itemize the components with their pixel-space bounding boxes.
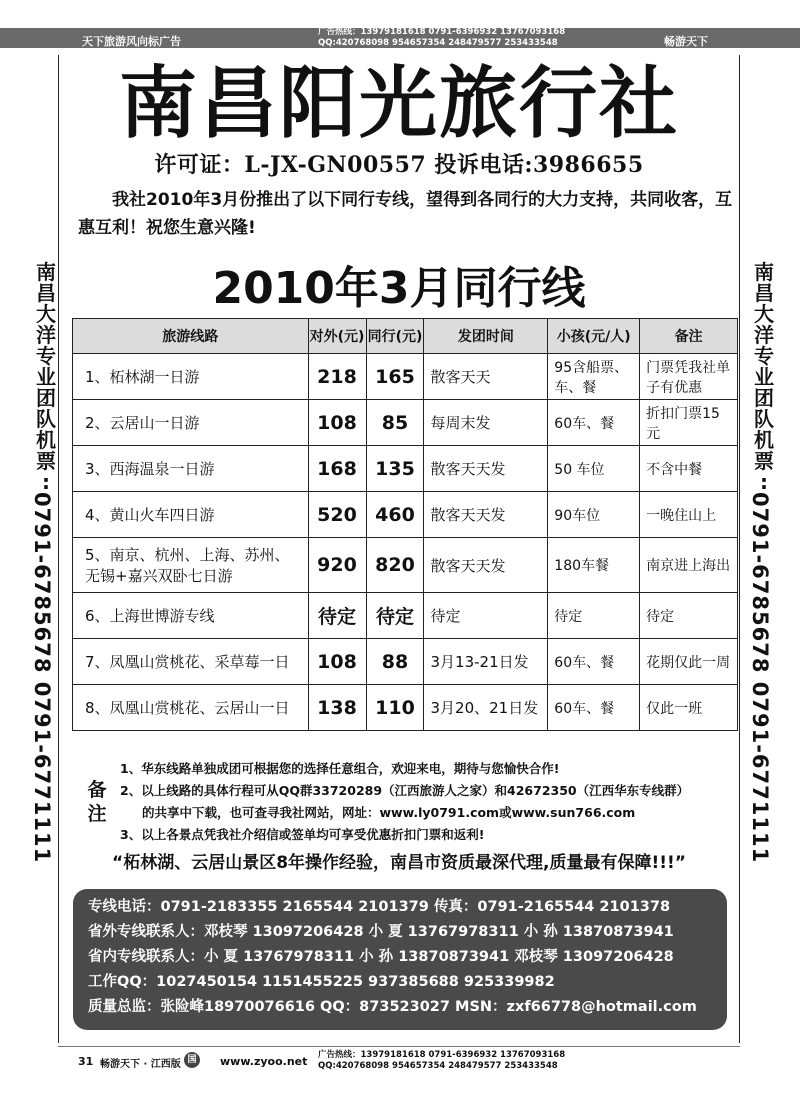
contact-line: 工作QQ：1027450154 1151455225 937385688 925339982 bbox=[88, 974, 555, 990]
table-row bbox=[73, 400, 738, 446]
contact-line: 省外专线联系人：邓枝琴 13097206428 小 夏 13767978311 小 孙 13870873941 bbox=[88, 924, 674, 940]
table-row bbox=[73, 685, 738, 731]
public-price: 108 bbox=[308, 400, 366, 446]
peer-price: 460 bbox=[366, 492, 424, 538]
route-note: 待定 bbox=[640, 593, 738, 639]
side-char: 昌 bbox=[754, 281, 774, 305]
footer-divider bbox=[58, 1046, 740, 1047]
peer-price: 待定 bbox=[366, 593, 424, 639]
side-char: 专 bbox=[36, 344, 56, 368]
route-note: 花期仅此一周 bbox=[640, 639, 738, 685]
side-char: 票 bbox=[754, 449, 774, 473]
side-left-phone: 0791-6785678 0791-6771111 bbox=[30, 492, 54, 864]
route-note: 一晚住山上 bbox=[640, 492, 738, 538]
contact-line: 省内专线联系人：小 夏 13767978311 小 孙 13870873941 邓枝琴 13097206428 bbox=[88, 949, 674, 965]
route-note: 仅此一班 bbox=[640, 685, 738, 731]
child-price: 60车、餐 bbox=[548, 400, 640, 446]
departure-time: 散客天天发 bbox=[424, 446, 548, 492]
intro-paragraph: 我社2010年3月份推出了以下同行专线，望得到各同行的大力支持，共同收客，互惠互利！祝您生意兴隆! bbox=[78, 190, 733, 238]
side-char: 团 bbox=[754, 386, 774, 410]
route-name: 7、凤凰山赏桃花、采草莓一日 bbox=[73, 639, 309, 685]
side-right-phone: 0791-6785678 0791-6771111 bbox=[748, 492, 772, 864]
route-name: 3、西海温泉一日游 bbox=[73, 446, 309, 492]
route-name: 6、上海世博游专线 bbox=[73, 593, 309, 639]
note-item: 3、以上各景点凭我社介绍信或签单均可享受优惠折扣门票和返利! bbox=[120, 827, 485, 842]
footer-ad-line: QQ:420768098 954657354 248479577 253433548 bbox=[318, 1061, 558, 1071]
peer-price: 85 bbox=[366, 400, 424, 446]
side-char: 队 bbox=[36, 407, 56, 431]
departure-time: 散客天天 bbox=[424, 354, 548, 400]
note-item: 1、华东线路单独成团可根据您的选择任意组合，欢迎来电，期待与您愉快合作! bbox=[120, 761, 560, 776]
route-name: 1、柘林湖一日游 bbox=[73, 354, 309, 400]
peer-price: 165 bbox=[366, 354, 424, 400]
side-char: 机 bbox=[36, 428, 56, 452]
col-header-peer-price: 同行(元) bbox=[366, 319, 424, 354]
departure-time: 3月13-21日发 bbox=[424, 639, 548, 685]
col-header-public-price: 对外(元) bbox=[308, 319, 366, 354]
departure-time: 待定 bbox=[424, 593, 548, 639]
side-left-text bbox=[30, 262, 62, 493]
side-char: : bbox=[760, 470, 768, 494]
route-note: 南京进上海出 bbox=[640, 538, 738, 593]
route-name: 8、凤凰山赏桃花、云居山一日 bbox=[73, 685, 309, 731]
public-price: 待定 bbox=[308, 593, 366, 639]
side-char: 专 bbox=[754, 344, 774, 368]
notes-list bbox=[120, 758, 740, 846]
side-char: : bbox=[42, 470, 50, 494]
side-char: 队 bbox=[754, 407, 774, 431]
footer-ad-block bbox=[318, 1050, 565, 1072]
col-header-note: 备注 bbox=[640, 319, 738, 354]
departure-time: 散客天天发 bbox=[424, 492, 548, 538]
side-char: 洋 bbox=[36, 323, 56, 347]
table-row bbox=[73, 639, 738, 685]
route-table bbox=[72, 318, 738, 731]
child-price: 待定 bbox=[548, 593, 640, 639]
route-note: 门票凭我社单子有优惠 bbox=[640, 354, 738, 400]
header-ad-line: QQ:420768098 954657354 248479577 253433548 bbox=[318, 38, 558, 48]
peer-price: 110 bbox=[366, 685, 424, 731]
public-price: 920 bbox=[308, 538, 366, 593]
footer-badge-icon: 国 bbox=[184, 1052, 200, 1068]
departure-time: 每周末发 bbox=[424, 400, 548, 446]
footer-url-link[interactable]: www.zyoo.net bbox=[220, 1055, 308, 1068]
child-price: 180车餐 bbox=[548, 538, 640, 593]
peer-price: 135 bbox=[366, 446, 424, 492]
route-note: 不含中餐 bbox=[640, 446, 738, 492]
route-note: 折扣门票15元 bbox=[640, 400, 738, 446]
col-header-child-price: 小孩(元/人) bbox=[548, 319, 640, 354]
side-char: 昌 bbox=[36, 281, 56, 305]
notes-label: 备注 bbox=[87, 779, 107, 825]
route-name: 2、云居山一日游 bbox=[73, 400, 309, 446]
side-char: 大 bbox=[754, 302, 774, 326]
table-row bbox=[73, 446, 738, 492]
agency-title: 南昌阳光旅行社 bbox=[118, 58, 679, 149]
route-name: 4、黄山火车四日游 bbox=[73, 492, 309, 538]
child-price: 50 车位 bbox=[548, 446, 640, 492]
side-char: 南 bbox=[754, 260, 774, 284]
side-char: 业 bbox=[754, 365, 774, 389]
route-name: 5、南京、杭州、上海、苏州、无锡+嘉兴双卧七日游 bbox=[73, 538, 309, 593]
header-ad-line: 广告热线：13979181618 0791-6396932 13767093168 bbox=[318, 27, 566, 37]
public-price: 168 bbox=[308, 446, 366, 492]
child-price: 60车、餐 bbox=[548, 685, 640, 731]
col-header-route: 旅游线路 bbox=[73, 319, 309, 354]
public-price: 520 bbox=[308, 492, 366, 538]
table-row bbox=[73, 354, 738, 400]
header-left-label: 天下旅游风向标广告 bbox=[82, 35, 181, 48]
footer-magazine: 畅游天下 · 江西版 bbox=[100, 1059, 181, 1070]
side-char: 机 bbox=[754, 428, 774, 452]
page-number: 31 bbox=[78, 1055, 94, 1068]
table-row bbox=[73, 593, 738, 639]
footer-ad-line: 广告热线：13979181618 0791-6396932 13767093168 bbox=[318, 1050, 566, 1060]
public-price: 138 bbox=[308, 685, 366, 731]
table-header-row bbox=[73, 319, 738, 354]
child-price: 90车位 bbox=[548, 492, 640, 538]
slogan: “柘林湖、云居山景区8年操作经验，南昌市资质最深代理,质量最有保障!!!” bbox=[112, 853, 686, 873]
section-title: 2010年3月同行线 bbox=[212, 263, 586, 314]
col-header-departure: 发团时间 bbox=[424, 319, 548, 354]
side-char: 大 bbox=[36, 302, 56, 326]
peer-price: 88 bbox=[366, 639, 424, 685]
side-char: 票 bbox=[36, 449, 56, 473]
side-right-text bbox=[748, 262, 780, 493]
side-char: 团 bbox=[36, 386, 56, 410]
header-right-label: 畅游天下 bbox=[664, 35, 708, 48]
side-char: 洋 bbox=[754, 323, 774, 347]
side-char: 业 bbox=[36, 365, 56, 389]
note-item: 的共享中下载，也可查寻我社网站，网址：www.ly0791.com或www.sun766.com bbox=[142, 805, 636, 820]
table-row bbox=[73, 492, 738, 538]
top-header bbox=[0, 0, 800, 56]
departure-time: 散客天天发 bbox=[424, 538, 548, 593]
contact-line: 专线电话：0791-2183355 2165544 2101379 传真：0791-2165544 2101378 bbox=[88, 899, 671, 915]
peer-price: 820 bbox=[366, 538, 424, 593]
child-price: 95含船票、车、餐 bbox=[548, 354, 640, 400]
license-line: 许可证：L-JX-GN00557 投诉电话:3986655 bbox=[154, 152, 644, 178]
public-price: 218 bbox=[308, 354, 366, 400]
side-char: 南 bbox=[36, 260, 56, 284]
contact-lines bbox=[88, 895, 728, 1020]
note-item: 2、以上线路的具体行程可从QQ群33720289（江西旅游人之家）和42672350（江西华东专线群） bbox=[120, 783, 690, 798]
public-price: 108 bbox=[308, 639, 366, 685]
contact-line: 质量总监：张险峰18970076616 QQ：873523027 MSN：zxf66778@hotmail.com bbox=[88, 999, 697, 1015]
table-row bbox=[73, 538, 738, 593]
departure-time: 3月20、21日发 bbox=[424, 685, 548, 731]
header-ad-block bbox=[318, 27, 565, 49]
child-price: 60车、餐 bbox=[548, 639, 640, 685]
